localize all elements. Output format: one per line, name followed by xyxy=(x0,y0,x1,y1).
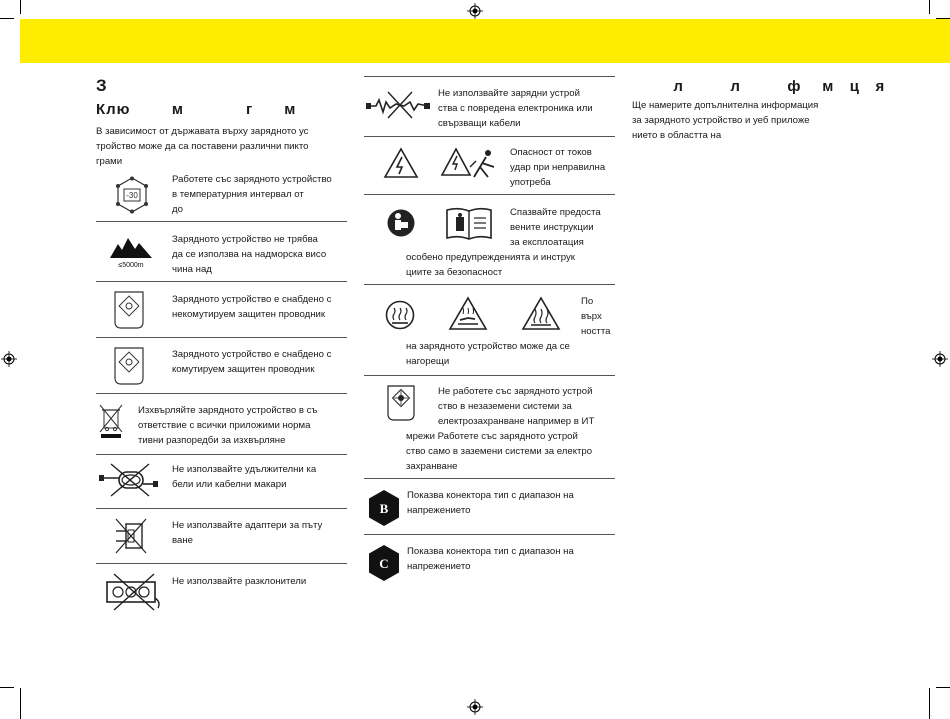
divider xyxy=(96,454,347,455)
item-altitude-text: Зарядното устройство не трябва да се използва на надморска висо чина над xyxy=(172,234,327,275)
registration-mark-bottom xyxy=(467,699,483,715)
no-extension-cable-icon xyxy=(99,462,159,498)
protective-conductor-icon xyxy=(112,289,146,331)
hot-surface-warning-icon xyxy=(521,296,561,332)
divider xyxy=(364,478,615,479)
shock-hazard-person-icon xyxy=(440,147,502,181)
divider xyxy=(364,194,615,195)
item-instructions-text-cont: особено предупрежденията и инструк циите за безопасност xyxy=(406,252,575,278)
header-band xyxy=(20,19,950,63)
section-subheading: Клю м г м xyxy=(96,101,297,118)
svg-text:C: C xyxy=(379,556,389,571)
altitude-mountain-icon xyxy=(108,232,154,270)
item-temperature-text: Работете със зарядното устройство в температурния интервал от до xyxy=(172,174,332,215)
divider xyxy=(364,136,615,137)
svg-text:B: B xyxy=(379,501,389,516)
divider xyxy=(96,508,347,509)
svg-text:-30: -30 xyxy=(126,191,138,200)
divider xyxy=(96,281,347,282)
no-damaged-cable-icon xyxy=(366,90,430,120)
switched-conductor-icon xyxy=(112,345,146,387)
item-adapter-text: Не използвайте адаптери за пъту ване xyxy=(172,520,323,546)
item-it-text-cont: мрежи Работете със зарядното устрой ство само в заземени системи за електро захранване xyxy=(406,431,593,472)
intro-text: В зависимост от държавата върху зарядното ус тройство може да са поставени различни пикто грами xyxy=(96,126,309,167)
disposal-bin-icon xyxy=(97,402,125,440)
hot-surface-hand-icon xyxy=(448,296,488,332)
item-damaged-text: Не използвайте зарядни устрой ства с повредена електроника или свързващи кабели xyxy=(438,88,593,129)
no-power-strip-icon xyxy=(104,572,162,612)
instruction-book-icon xyxy=(444,206,494,242)
svg-text:≤5000m: ≤5000m xyxy=(118,262,144,269)
divider xyxy=(364,76,615,77)
item-shock-text: Опасност от токов удар при неправилна употреба xyxy=(510,147,606,188)
item-it-text: Не работете със зарядното устрой ство в незаземени системи за електрозахранване например в ИТ xyxy=(438,386,595,427)
item-protective-text: Зарядното устройство е снабдено с некомутируем защитен проводник xyxy=(172,294,332,320)
section-heading: З xyxy=(96,76,108,95)
electric-shock-warning-icon xyxy=(383,147,419,179)
registration-mark-top xyxy=(467,3,483,19)
temperature-range-icon xyxy=(113,176,151,214)
item-switched-text: Зарядното устройство е снабдено с комутируем защитен проводник xyxy=(172,349,332,375)
divider xyxy=(96,563,347,564)
divider xyxy=(364,534,615,535)
read-manual-person-icon xyxy=(386,208,416,238)
item-disposal-text: Изхвърляйте зарядното устройство в съ ответствие с всички приложими норма тивни разпоредби за изхвърляне xyxy=(138,405,318,446)
item-instructions-text: Спазвайте предоста вените инструкции за експлоатация xyxy=(510,207,601,248)
registration-mark-right xyxy=(932,351,948,367)
info-heading: л л ф м ц я xyxy=(632,78,886,95)
item-hot-text: По върх ността xyxy=(581,296,611,337)
divider xyxy=(364,375,615,376)
it-network-icon xyxy=(385,383,417,423)
item-connector-c-text: Показва конектора тип с диапазон на напрежението xyxy=(407,546,574,572)
item-power-strip-text: Не използвайте разклонители xyxy=(172,576,307,587)
registration-mark-left xyxy=(1,351,17,367)
divider xyxy=(96,221,347,222)
divider xyxy=(96,393,347,394)
divider xyxy=(364,284,615,285)
connector-c-badge xyxy=(366,544,402,582)
item-hot-text-cont: на зарядното устройство може да се нагорещи xyxy=(406,341,570,367)
hot-surface-circle-icon xyxy=(385,298,415,332)
no-adapter-icon xyxy=(112,516,148,556)
item-extension-text: Не използвайте удължителни ка бели или кабелни макари xyxy=(172,464,317,490)
item-connector-b-text: Показва конектора тип с диапазон на напрежението xyxy=(407,490,574,516)
divider xyxy=(96,337,347,338)
info-text: Ще намерите допълнителна информация за зарядното устройство и уеб приложе нието в областта на xyxy=(632,100,819,141)
connector-b-badge xyxy=(366,489,402,527)
